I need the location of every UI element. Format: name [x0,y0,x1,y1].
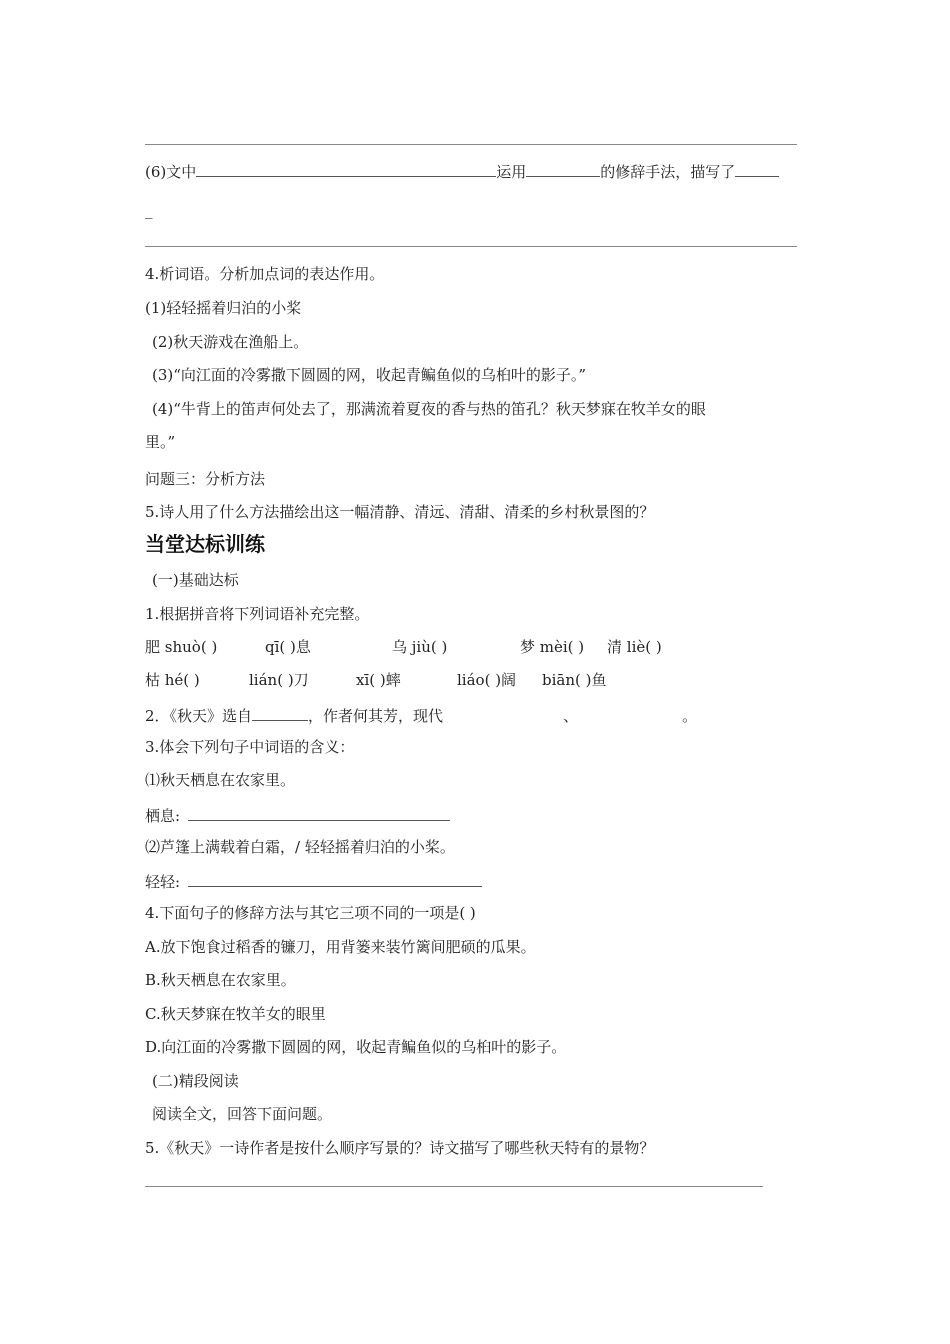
blank[interactable] [735,160,779,177]
q2: 2．《秋天》选自 ，作者何其芳，现代 、 。 [145,704,697,726]
basic-title: (一)基础达标 [152,571,239,589]
reading-q5: 5.《秋天》一诗作者是按什么顺序写景的？诗文描写了哪些秋天特有的景物？ [145,1139,655,1157]
pinyin-item: 肥 shuò( ) [145,638,218,656]
item-4: (4)“牛背上的笛声何处去了，那满流着夏夜的香与热的笛孔？秋天梦寐在牧羊女的眼 [152,400,706,418]
pinyin-item: biān( )鱼 [542,671,607,689]
blank[interactable] [188,870,482,887]
question-4-title: 4.析词语。分析加点词的表达作用。 [145,265,385,283]
q4-choice: 4.下面句子的修辞方法与其它三项不同的一项是( ) [145,904,476,922]
pinyin-item: liáo( )阔 [457,671,517,689]
pinyin-item: xī( )蟀 [356,671,401,689]
pinyin-item: 枯 hé( ) [145,671,200,689]
q1: 1.根据拼音将下列词语补充完整。 [145,605,370,623]
item-2: (2)秋天游戏在渔船上。 [152,333,309,351]
pinyin-item: 梦 mèi( ) [520,638,585,656]
q3-1-answer: 栖息: [145,804,450,826]
answer-line [145,144,797,145]
reading-instruction: 阅读全文，回答下面问题。 [152,1105,333,1123]
question-6: (6)文中 运用 的修辞手法，描写了 [145,160,779,182]
blank[interactable] [252,704,308,721]
pinyin-item: 清 liè( ) [607,638,662,656]
item-4-cont: 里。” [145,433,176,451]
q3-2: ⑵芦篷上满载着白霜，/ 轻轻摇着归泊的小桨。 [145,838,455,856]
answer-line [145,1186,763,1187]
option-b: B.秋天栖息在农家里。 [145,971,296,989]
problem-3-q5: 5.诗人用了什么方法描绘出这一幅清静、清远、清甜、清柔的乡村秋景图的？ [145,503,655,521]
blank[interactable] [196,160,496,177]
q3: 3.体会下列句子中词语的含义： [145,738,355,756]
blank[interactable] [188,804,450,821]
pinyin-item: qī( )息 [265,638,311,656]
section-heading: 当堂达标训练 [145,532,265,556]
option-a: A.放下饱食过稻香的镰刀，用背篓来装竹篱间肥硕的瓜果。 [145,938,536,956]
problem-3-title: 问题三：分析方法 [145,470,266,488]
q3-1: ⑴秋天栖息在农家里。 [145,771,296,789]
option-c: C.秋天梦寐在牧羊女的眼里 [145,1005,326,1023]
question-6-wrap: _ [145,201,153,219]
pinyin-item: 乌 jiù( ) [392,638,448,656]
q3-2-answer: 轻轻: [145,870,482,892]
item-1: (1)轻轻摇着归泊的小桨 [145,299,302,317]
pinyin-item: lián( )刀 [249,671,309,689]
option-d: D.向江面的冷雾撒下圆圆的网，收起青鳊鱼似的乌桕叶的影子。 [145,1038,567,1056]
blank[interactable] [526,160,600,177]
answer-line [145,246,797,247]
item-3: (3)“向江面的冷雾撒下圆圆的网，收起青鳊鱼似的乌桕叶的影子。” [152,366,587,384]
reading-title: (二)精段阅读 [152,1072,239,1090]
